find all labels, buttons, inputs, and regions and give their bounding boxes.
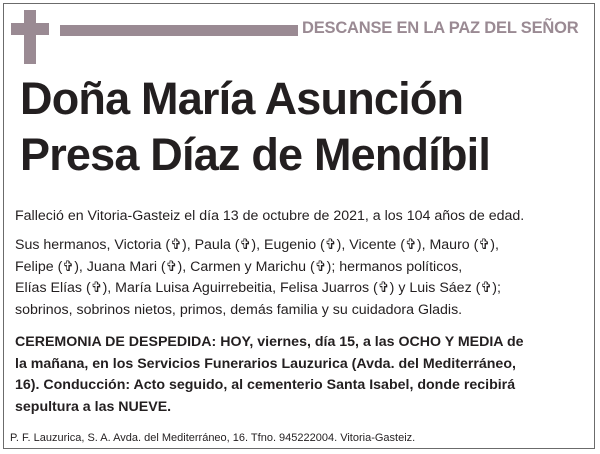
header-title: DESCANSE EN LA PAZ DEL SEÑOR xyxy=(302,19,579,37)
funeral-home-footer: P. F. Lauzurica, S. A. Avda. del Mediterráneo, 16. Tfno. 945222004. Vitoria-Gasteiz. xyxy=(10,432,416,444)
family-paragraph xyxy=(15,235,590,321)
ceremony-line: CEREMONIA DE DESPEDIDA: HOY, viernes, día 15, a las OCHO Y MEDIA de xyxy=(15,334,524,350)
deceased-name-line-1: Doña María Asunción xyxy=(20,73,464,124)
ceremony-paragraph xyxy=(15,332,590,418)
cross-horizontal-bar xyxy=(11,23,49,35)
deceased-name-line-2: Presa Díaz de Mendíbil xyxy=(20,129,491,180)
cross-vertical-bar xyxy=(24,10,36,64)
ceremony-line: la mañana, en los Servicios Funerarios Lauzurica (Avda. del Mediterráneo, xyxy=(15,355,516,372)
death-notice: Falleció en Vitoria-Gasteiz el día 13 de octubre de 2021, a los 104 años de edad. xyxy=(15,208,525,224)
family-line: Sus hermanos, Victoria (✞), Paula (✞), Eugenio (✞), Vicente (✞), Mauro (✞), xyxy=(15,237,499,253)
header-rule xyxy=(60,25,298,36)
family-line: sobrinos, sobrinos nietos, primos, demás familia y su cuidadora Gladis. xyxy=(15,301,463,318)
family-line: Felipe (✞), Juana Mari (✞), Carmen y Marichu (✞); hermanos políticos, xyxy=(15,258,463,275)
ceremony-line: 16). Conducción: Acto seguido, al cementerio Santa Isabel, donde recibirá xyxy=(15,377,516,393)
family-line: Elías Elías (✞), María Luisa Aguirrebeitia, Felisa Juarros (✞) y Luis Sáez (✞); xyxy=(15,280,501,296)
ceremony-line: sepultura a las NUEVE. xyxy=(15,398,172,415)
